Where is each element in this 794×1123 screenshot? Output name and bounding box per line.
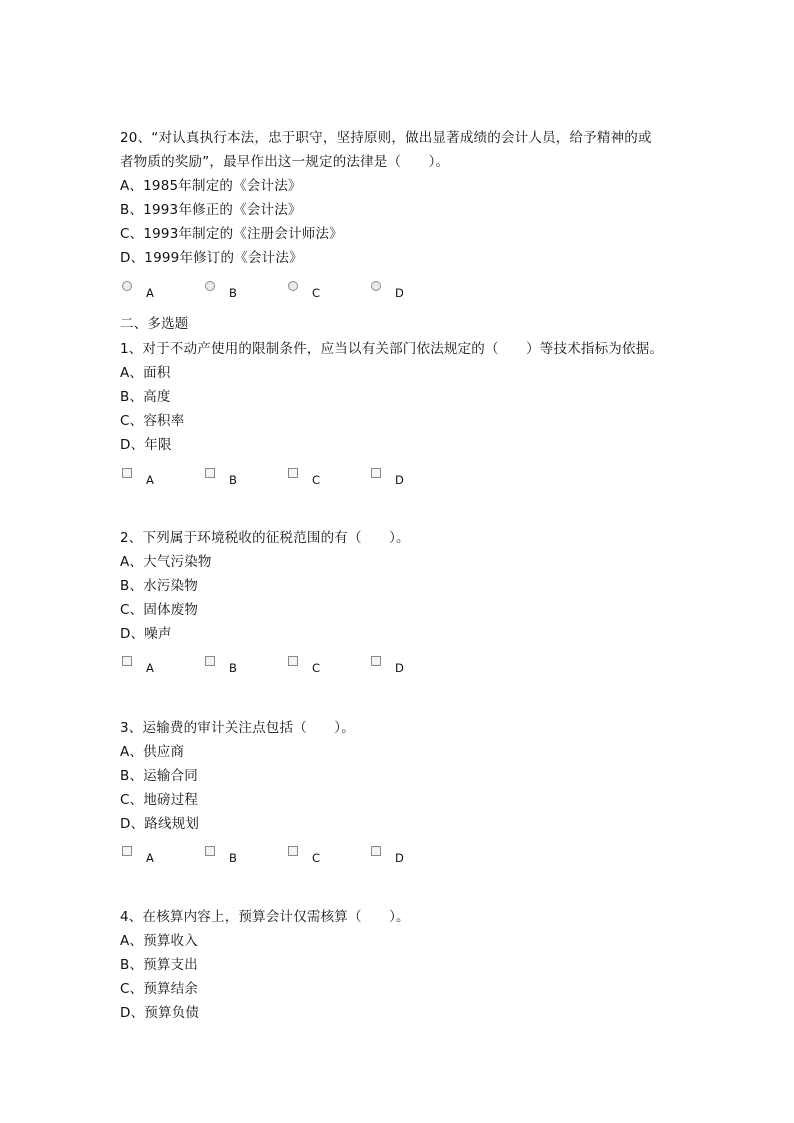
multi-question-4-option-a: A、预算收入: [120, 933, 198, 949]
answer-choice-label: B: [229, 286, 237, 300]
multi-question-1-option-a: A、面积: [120, 365, 171, 381]
multi-question-2-stem: 2、下列属于环境税收的征税范围的有（ ）。: [120, 530, 410, 546]
question-20-option-a: A、1985年制定的《会计法》: [120, 178, 302, 194]
answer-choice-label: A: [146, 851, 154, 865]
multi-question-3-answer-checkboxes: [120, 846, 440, 866]
checkbox-c[interactable]: [288, 846, 298, 856]
answer-choice-label: D: [395, 851, 404, 865]
answer-choice-label: A: [146, 286, 154, 300]
multi-question-3-option-c: C、地磅过程: [120, 792, 199, 808]
radio-button-d[interactable]: [371, 281, 381, 291]
answer-choice-label: A: [146, 661, 154, 675]
checkbox-d[interactable]: [371, 468, 381, 478]
radio-button-c[interactable]: [288, 281, 298, 291]
multi-question-1-option-c: C、容积率: [120, 413, 185, 429]
multi-question-3-option-d: D、路线规划: [120, 816, 200, 832]
question-20-option-c: C、1993年制定的《注册会计师法》: [120, 226, 343, 242]
checkbox-b[interactable]: [205, 656, 215, 666]
answer-choice-label: C: [312, 661, 321, 675]
multi-question-1-answer-checkboxes: [120, 468, 440, 488]
multi-question-4-option-d: D、预算负债: [120, 1005, 200, 1021]
multi-question-4-option-b: B、预算支出: [120, 957, 198, 973]
multi-question-4-option-c: C、预算结余: [120, 981, 199, 997]
checkbox-a[interactable]: [122, 468, 132, 478]
checkbox-b[interactable]: [205, 846, 215, 856]
question-20-answer-radios: [120, 281, 440, 301]
answer-choice-label: C: [312, 851, 321, 865]
multi-question-1-option-b: B、高度: [120, 389, 171, 405]
multi-question-1-stem: 1、对于不动产使用的限制条件，应当以有关部门依法规定的（ ）等技术指标为依据。: [120, 341, 664, 357]
checkbox-b[interactable]: [205, 468, 215, 478]
answer-choice-label: C: [312, 473, 321, 487]
answer-choice-label: A: [146, 473, 154, 487]
multi-question-4-stem: 4、在核算内容上，预算会计仅需核算（ ）。: [120, 909, 410, 925]
answer-choice-label: B: [229, 661, 237, 675]
checkbox-d[interactable]: [371, 656, 381, 666]
question-20-option-d: D、1999年修订的《会计法》: [120, 250, 303, 266]
multi-question-2-option-a: A、大气污染物: [120, 554, 212, 570]
checkbox-c[interactable]: [288, 656, 298, 666]
checkbox-a[interactable]: [122, 846, 132, 856]
checkbox-d[interactable]: [371, 846, 381, 856]
multi-question-3-stem: 3、运输费的审计关注点包括（ ）。: [120, 720, 355, 736]
multi-question-2-option-c: C、固体废物: [120, 602, 199, 618]
checkbox-a[interactable]: [122, 656, 132, 666]
answer-choice-label: D: [395, 661, 404, 675]
question-20-stem-line-1: 20、“对认真执行本法，忠于职守，坚持原则，做出显著成绩的会计人员，给予精神的或: [120, 130, 652, 146]
multi-question-2-option-b: B、水污染物: [120, 578, 198, 594]
question-20-option-b: B、1993年修正的《会计法》: [120, 202, 302, 218]
multi-question-2-option-d: D、噪声: [120, 626, 172, 642]
question-20-stem-line-2: 者物质的奖励”，最早作出这一规定的法律是（ ）。: [120, 154, 450, 170]
checkbox-c[interactable]: [288, 468, 298, 478]
section-title: 二、多选题: [120, 316, 189, 332]
answer-choice-label: D: [395, 286, 404, 300]
radio-button-a[interactable]: [122, 281, 132, 291]
multi-question-2-answer-checkboxes: [120, 656, 440, 676]
answer-choice-label: D: [395, 473, 404, 487]
multi-question-3-option-b: B、运输合同: [120, 768, 198, 784]
answer-choice-label: C: [312, 286, 321, 300]
multi-question-1-option-d: D、年限: [120, 437, 172, 453]
answer-choice-label: B: [229, 851, 237, 865]
multi-question-3-option-a: A、供应商: [120, 744, 185, 760]
answer-choice-label: B: [229, 473, 237, 487]
radio-button-b[interactable]: [205, 281, 215, 291]
